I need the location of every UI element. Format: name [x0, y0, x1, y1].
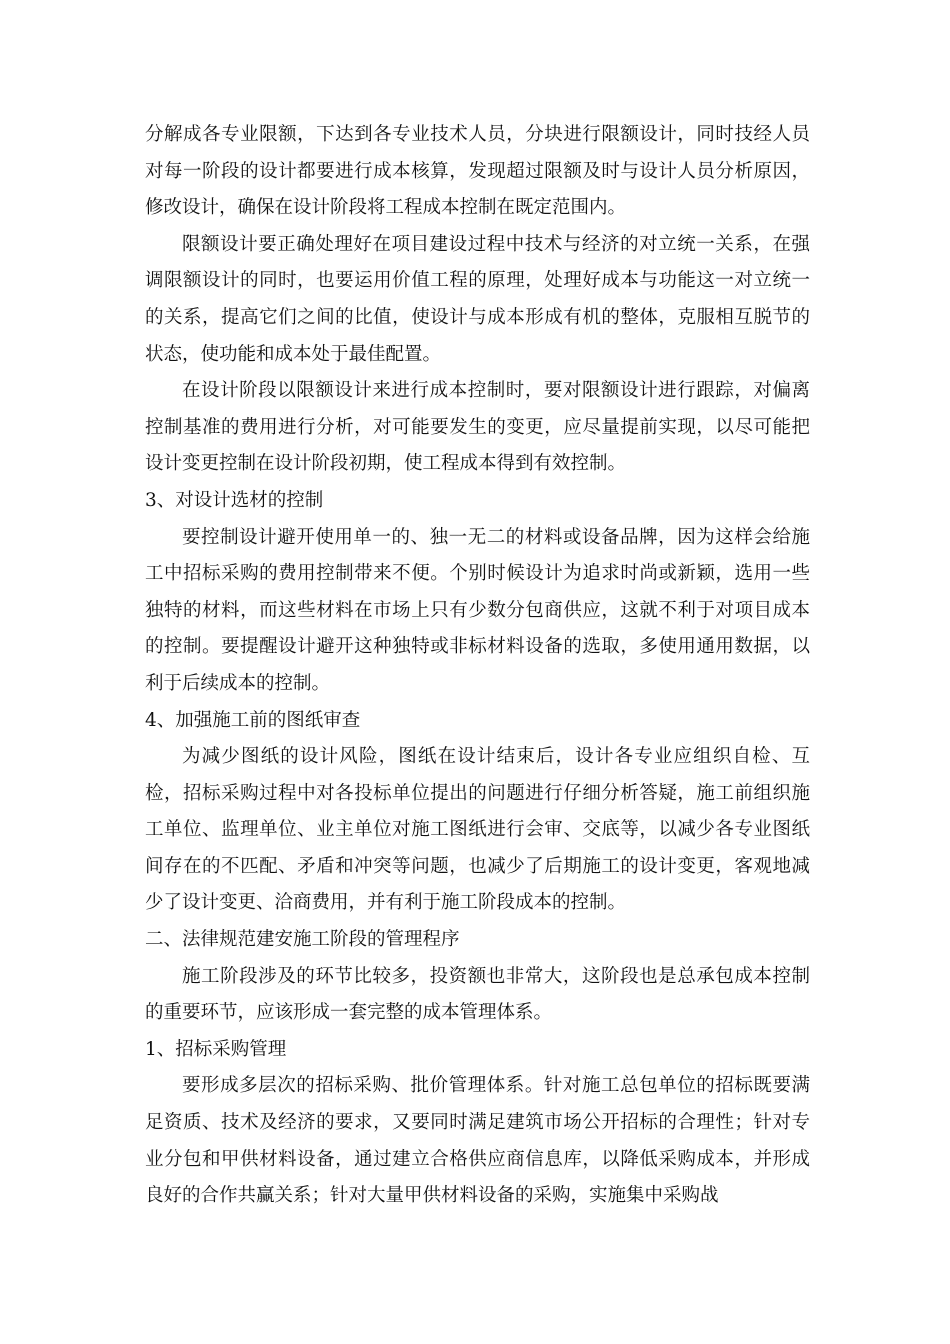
- body-paragraph: 分解成各专业限额，下达到各专业技术人员，分块进行限额设计，同时技经人员对每一阶段的设计都要进行成本核算，发现超过限额及时与设计人员分析原因，修改设计，确保在设计阶段将工程成本控制在既定范围内。: [145, 124, 810, 219]
- section-heading: 3、对设计选材的控制: [145, 489, 324, 511]
- body-paragraph: 施工阶段涉及的环节比较多，投资额也非常大，这阶段也是总承包成本控制的重要环节，应该形成一套完整的成本管理体系。: [145, 965, 810, 1024]
- body-paragraph: 为减少图纸的设计风险，图纸在设计结束后，设计各专业应组织自检、互检，招标采购过程中对各投标单位提出的问题进行仔细分析答疑，施工前组织施工单位、监理单位、业主单位对施工图纸进行会审、交底等，以减少各专业图纸间存在的不匹配、矛盾和冲突等问题，也减少了后期施工的设计变更，客观地减少了设计变更、洽商费用，并有利于施工阶段成本的控制。: [145, 746, 810, 914]
- chapter-heading: 二、法律规范建安施工阶段的管理程序: [145, 929, 460, 951]
- section-heading: 4、加强施工前的图纸审查: [145, 709, 361, 731]
- body-paragraph: 要控制设计避开使用单一的、独一无二的材料或设备品牌，因为这样会给施工中招标采购的费用控制带来不便。个别时候设计为追求时尚或新颖，选用一些独特的材料，而这些材料在市场上只有少数分包商供应，这就不利于对项目成本的控制。要提醒设计避开这种独特或非标材料设备的选取，多使用通用数据，以利于后续成本的控制。: [145, 526, 810, 694]
- body-paragraph: 要形成多层次的招标采购、批价管理体系。针对施工总包单位的招标既要满足资质、技术及经济的要求，又要同时满足建筑市场公开招标的合理性；针对专业分包和甲供材料设备，通过建立合格供应商信息库，以降低采购成本，并形成良好的合作共赢关系；针对大量甲供材料设备的采购，实施集中采购战: [145, 1075, 810, 1207]
- body-paragraph: 在设计阶段以限额设计来进行成本控制时，要对限额设计进行跟踪，对偏离控制基准的费用进行分析，对可能要发生的变更，应尽量提前实现，以尽可能把设计变更控制在设计阶段初期，使工程成本得到有效控制。: [145, 380, 810, 475]
- body-paragraph: 限额设计要正确处理好在项目建设过程中技术与经济的对立统一关系，在强调限额设计的同时，也要运用价值工程的原理，处理好成本与功能这一对立统一的关系，提高它们之间的比值，使设计与成本形成有机的整体，克服相互脱节的状态，使功能和成本处于最佳配置。: [145, 233, 810, 365]
- section-heading: 1、招标采购管理: [145, 1038, 287, 1060]
